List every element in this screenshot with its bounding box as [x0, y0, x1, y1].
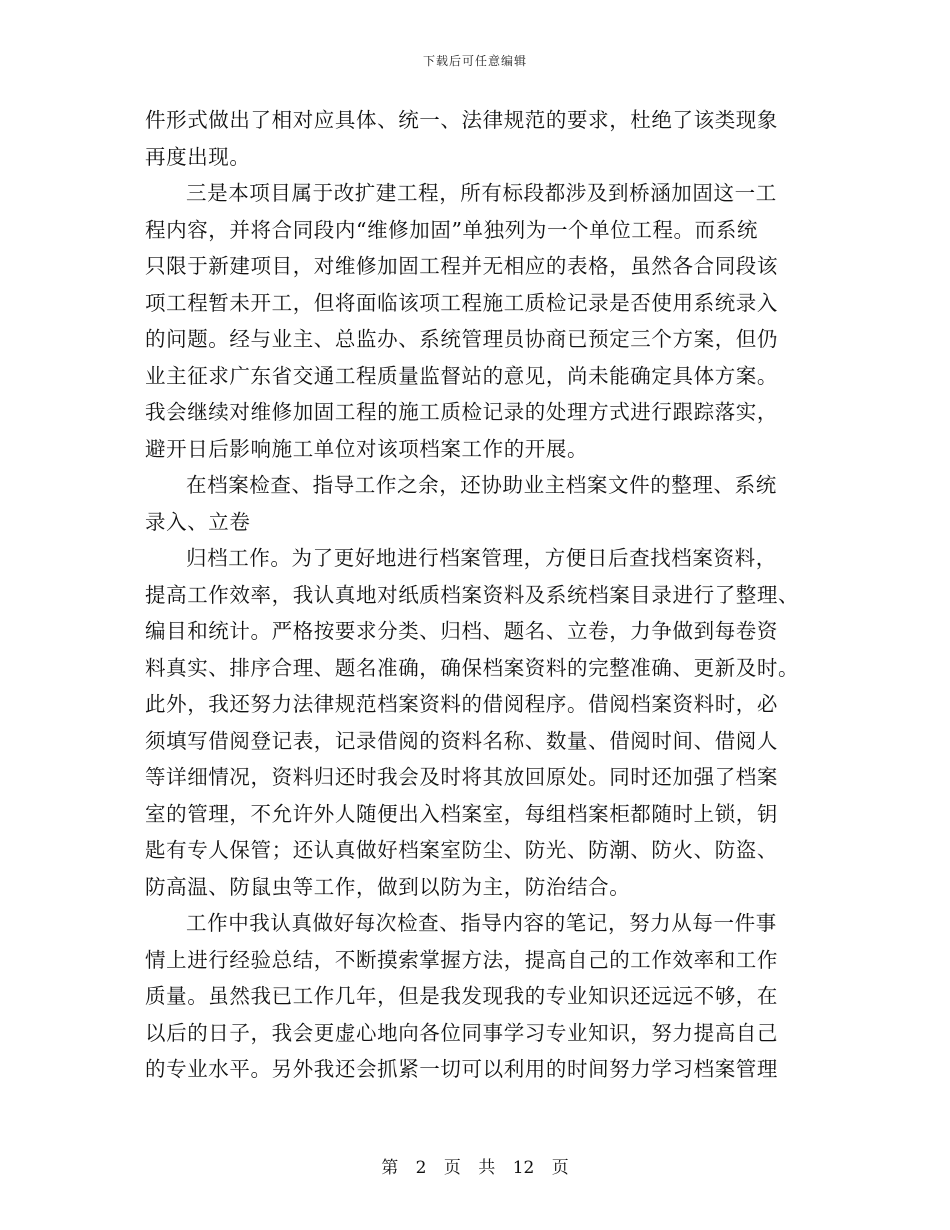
- current-page-number: 2: [415, 1158, 427, 1178]
- text-line: 三是本项目属于改扩建工程，所有标段都涉及到桥涵加固这一工: [186, 181, 777, 205]
- page-header: 下载后可任意编辑: [422, 54, 527, 68]
- text-line: 我会继续对维修加固工程的施工质检记录的处理方式进行跟踪落实，: [145, 400, 778, 424]
- text-line: 提高工作效率，我认真地对纸质档案资料及系统档案目录进行了整理、: [145, 582, 800, 607]
- text-line: 在档案检查、指导工作之余，还协助业主档案文件的整理、系统: [186, 473, 777, 497]
- total-page-count: 12: [512, 1158, 535, 1178]
- text-line: 避开日后影响施工单位对该项档案工作的开展。: [145, 436, 589, 461]
- total-prefix: 共: [478, 1158, 496, 1178]
- text-line: 的专业水平。另外我还会抓紧一切可以利用的时间努力学习档案管理: [145, 1057, 778, 1081]
- text-line: 业主征求广东省交通工程质量监督站的意见，尚未能确定具体方案。: [145, 363, 778, 388]
- text-line: 室的管理，不允许外人随便出入档案室，每组档案柜都随时上锁，钥: [145, 801, 778, 826]
- text-line: 等详细情况，资料归还时我会及时将其放回原处。同时还加强了档案: [145, 765, 778, 789]
- text-line: 项工程暂未开工，但将面临该项工程施工质检记录是否使用系统录入: [145, 290, 778, 315]
- text-line: 再度出现。: [145, 144, 251, 169]
- text-line: 此外，我还努力法律规范档案资料的借阅程序。借阅档案资料时，必: [145, 692, 778, 716]
- page-unit: 页: [443, 1158, 461, 1178]
- text-line: 防高温、防鼠虫等工作，做到以防为主，防治结合。: [145, 874, 631, 899]
- text-line: 匙有专人保管；还认真做好档案室防尘、防光、防潮、防火、防盗、: [145, 838, 778, 862]
- text-line: 须填写借阅登记表，记录借阅的资料名称、数量、借阅时间、借阅人: [145, 728, 778, 753]
- text-line: 归档工作。为了更好地进行档案管理，方便日后查找档案资料，: [186, 546, 777, 570]
- text-line: 程内容，并将合同段内“维修加固”单独列为一个单位工程。而系统: [145, 217, 758, 242]
- text-line: 录入、立卷: [145, 509, 251, 534]
- document-body: [145, 102, 805, 1088]
- text-line: 料真实、排序合理、题名准确，确保档案资料的完整准确、更新及时。: [145, 655, 800, 680]
- text-line: 情上进行经验总结，不断摸索掌握方法，提高自己的工作效率和工作: [145, 947, 778, 972]
- text-line: 以后的日子，我会更虚心地向各位同事学习专业知识，努力提高自己: [145, 1020, 778, 1045]
- text-line: 工作中我认真做好每次检查、指导内容的笔记，努力从每一件事: [186, 911, 777, 935]
- page-prefix: 第: [381, 1158, 399, 1178]
- text-line: 件形式做出了相对应具体、统一、法律规范的要求，杜绝了该类现象: [145, 108, 778, 132]
- total-unit: 页: [551, 1158, 569, 1178]
- text-line: 的问题。经与业主、总监办、系统管理员协商已预定三个方案，但仍: [145, 327, 778, 351]
- text-line: 质量。虽然我已工作几年，但是我发现我的专业知识还远远不够，在: [145, 984, 778, 1008]
- page-number-footer: [0, 1153, 950, 1178]
- text-line: 编目和统计。严格按要求分类、归档、题名、立卷，力争做到每卷资: [145, 619, 778, 643]
- text-line: 只限于新建项目，对维修加固工程并无相应的表格，虽然各合同段该: [145, 254, 778, 278]
